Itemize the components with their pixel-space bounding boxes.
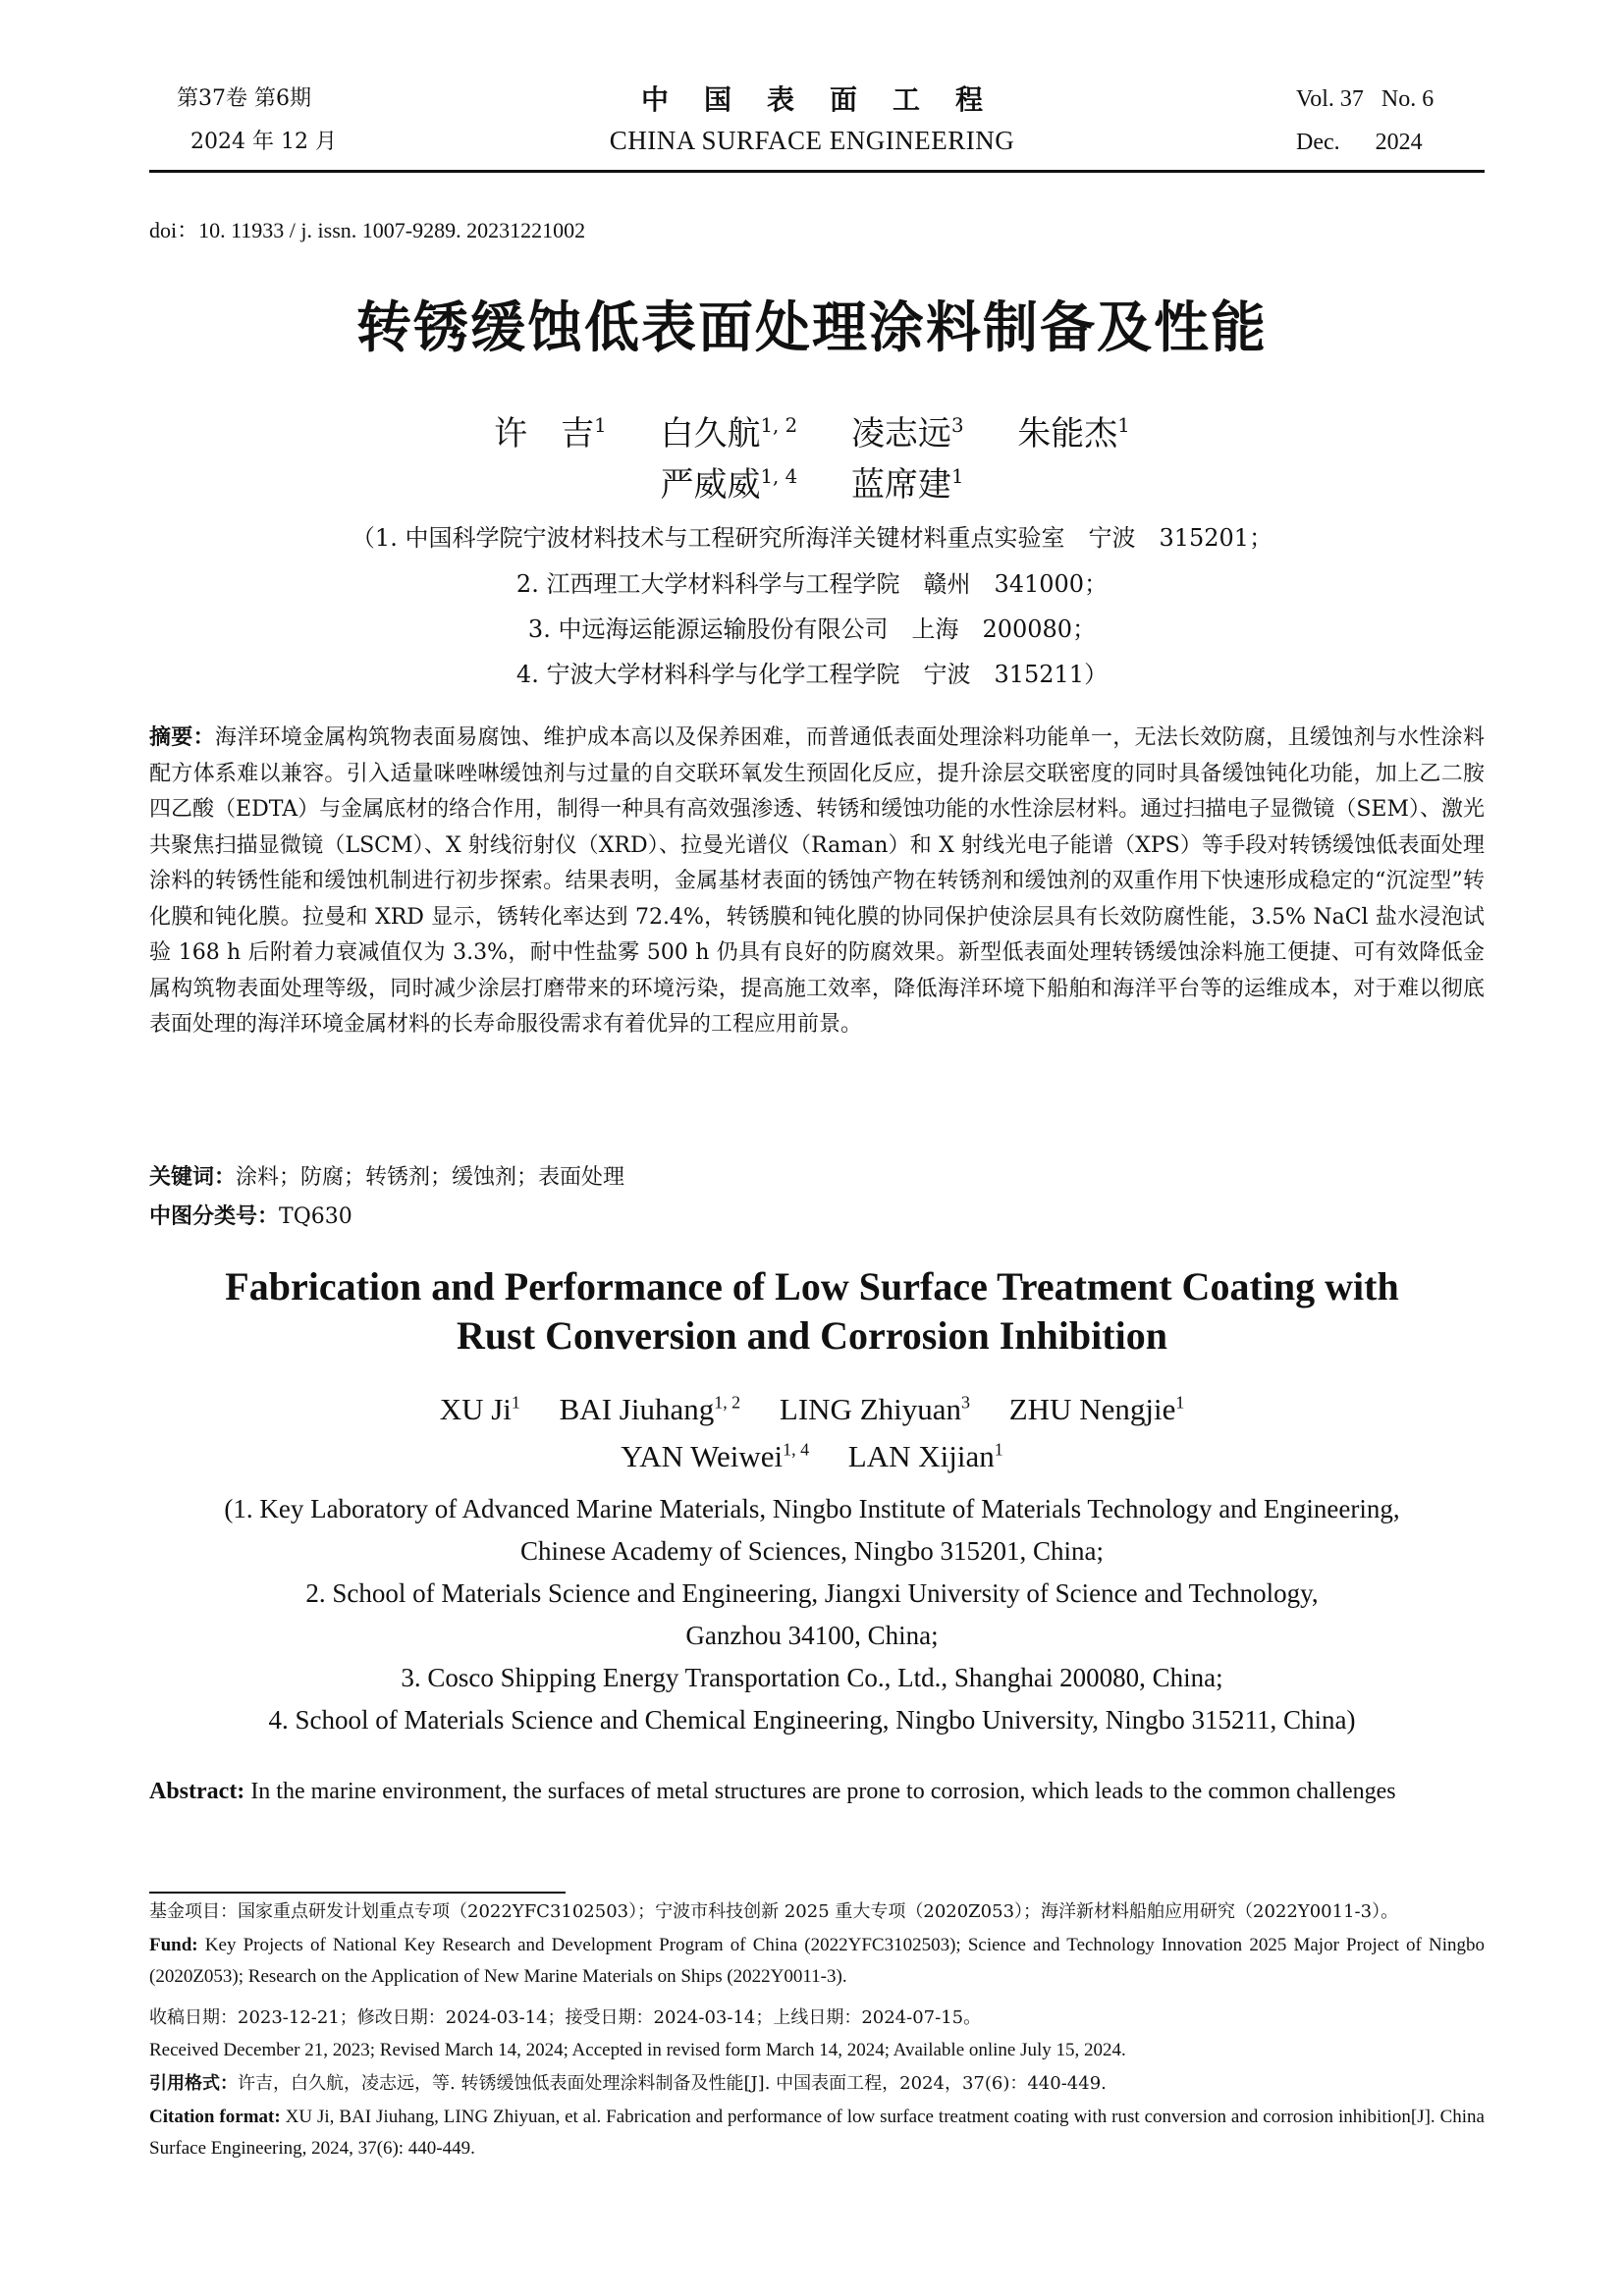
author-cn: 严威威$^{1, 4}$: [660, 465, 798, 505]
affiliation-cn-4: 4. 宁波大学材料科学与化学工程学院 宁波 315211）: [515, 661, 1109, 688]
authors-cn-line1: [0, 406, 1624, 454]
title-cn: 转锈缓蚀低表面处理涂料制备及性能: [356, 296, 1268, 360]
affiliation-en-4: 4. School of Materials Science and Chemical Engineering, Ningbo University, Ningbo 315211, China): [268, 1705, 1356, 1735]
author-cn: 许 吉$^1$: [494, 414, 607, 454]
affiliation-cn-2: 2. 江西理工大学材料科学与工程学院 赣州 341000；: [515, 570, 1109, 598]
journal-name-cn: 中国表面工程: [640, 83, 1018, 116]
affiliation-en-3: 3. Cosco Shipping Energy Transportation Co., Ltd., Shanghai 200080, China;: [401, 1663, 1223, 1692]
header-rule: [149, 170, 1485, 173]
citation-cn: 引用格式：许吉，白久航，凌志远，等. 转锈缓蚀低表面处理涂料制备及性能[J]. 中国表面工程，2024，37(6)：440-449.: [149, 2073, 1107, 2094]
dates-cn: 收稿日期：2023-12-21；修改日期：2024-03-14；接受日期：2024-03-14；上线日期：2024-07-15。: [149, 2007, 982, 2028]
header-volume-issue-cn: 第37卷 第6期: [177, 86, 311, 111]
clc-number-cn: 中图分类号：TQ630: [149, 1204, 352, 1229]
affiliation-en-2a: 2. School of Materials Science and Engineering, Jiangxi University of Science and Technology,: [305, 1578, 1319, 1608]
affiliation-cn-3: 3. 中远海运能源运输股份有限公司 上海 200080；: [527, 615, 1097, 643]
authors-en-line1: [0, 1392, 1624, 1427]
journal-name-en: CHINA SURFACE ENGINEERING: [609, 126, 1015, 155]
author-en: XU Ji$^1$: [439, 1392, 520, 1426]
author-en: YAN Weiwei$^{1, 4}$: [621, 1439, 810, 1473]
author-en: LAN Xijian$^1$: [847, 1439, 1003, 1473]
fund-en: Fund: Key Projects of National Key Research and Development Program of China (2022YFC3102503); Science and Technology Innovation 2025 Major Project of Ningbo (2020Z053); Research on the Application of New Marine Materials on Ships (2022Y0011-3).: [149, 1935, 1486, 1987]
header-date-en: Dec. 2024: [1296, 130, 1423, 155]
affiliation-cn-1: （1. 中国科学院宁波材料技术与工程研究所海洋关键材料重点实验室 宁波 315201；: [351, 524, 1273, 552]
keywords-cn: 关键词：涂料；防腐；转锈剂；缓蚀剂；表面处理: [149, 1165, 625, 1190]
author-en: LING Zhiyuan$^3$: [779, 1392, 970, 1426]
doi: doi：10. 11933 / j. issn. 1007-9289. 20231221002: [149, 218, 586, 242]
authors-cn-line2: [0, 457, 1624, 506]
author-en: BAI Jiuhang$^{1, 2}$: [559, 1392, 741, 1426]
author-en: ZHU Nengjie$^1$: [1008, 1392, 1185, 1426]
header-volume-issue-en: Vol. 37 No. 6: [1296, 86, 1435, 112]
abstract-en: [149, 1779, 1485, 1805]
author-cn: 蓝席建$^1$: [850, 465, 964, 505]
fund-cn: 基金项目：国家重点研发计划重点专项（2022YFC3102503）；宁波市科技创新 2025 重大专项（2020Z053）；海洋新材料船舶应用研究（2022Y0011-3）。: [149, 1901, 1399, 1922]
author-cn: 白久航$^{1, 2}$: [660, 414, 798, 454]
authors-en-line2: [0, 1439, 1624, 1474]
affiliation-en-2b: Ganzhou 34100, China;: [685, 1621, 939, 1650]
abstract-en-label: Abstract:: [149, 1779, 245, 1804]
abstract-en-text: In the marine environment, the surfaces of metal structures are prone to corrosion, which leads to the common challenges: [250, 1779, 1396, 1804]
dates-en: Received December 21, 2023; Revised March 14, 2024; Accepted in revised form March 14, 2024; Available online July 15, 2024.: [149, 2040, 1126, 2060]
affiliation-en-1b: Chinese Academy of Sciences, Ningbo 315201, China;: [520, 1536, 1104, 1566]
affiliation-en-1a: (1. Key Laboratory of Advanced Marine Materials, Ningbo Institute of Materials Technology and Engineering,: [224, 1494, 1400, 1523]
abstract-cn-text: 海洋环境金属构筑物表面易腐蚀、维护成本高以及保养困难，而普通低表面处理涂料功能单一，无法长效防腐，且缓蚀剂与水性涂料配方体系难以兼容。引入适量咪唑啉缓蚀剂与过量的自交联环氧发生预固化反应，提升涂层交联密度的同时具备缓蚀钝化功能，加上乙二胺四乙酸（EDTA）与金属底材的络合作用，制得一种具有高效强渗透、转锈和缓蚀功能的水性涂层材料。通过扫描电子显微镜（SEM）、激光共聚焦扫描显微镜（LSCM）、X 射线衍射仪（XRD）、拉曼光谱仪（Raman）和 X 射线光电子能谱（XPS）等手段对转锈缓蚀低表面处理涂料的转锈性能和缓蚀机制进行初步探索。结果表明，金属基材表面的锈蚀产物在转锈剂和缓蚀剂的双重作用下快速形成稳定的“沉淀型”转化膜和钝化膜。拉曼和 XRD 显示，锈转化率达到 72.4%，转锈膜和钝化膜的协同保护使涂层具有长效防腐性能，3.5% NaCl 盐水浸泡试验 168 h 后附着力衰减值仅为 3.3%，耐中性盐雾 500 h 仍具有良好的防腐效果。新型低表面处理转锈缓蚀涂料施工便捷、可有效降低金属构筑物表面处理等级，同时减少涂层打磨带来的环境污染，提高施工效率，降低海洋环境下船舶和海洋平台等的运维成本，对于难以彻底表面处理的海洋环境金属材料的长寿命服役需求有着优异的工程应用前景。: [149, 725, 1485, 1037]
abstract-cn: [149, 721, 1485, 1043]
title-en: Fabrication and Performance of Low Surface Treatment Coating with Rust Conversion and Corrosion Inhibition: [225, 1264, 1399, 1358]
header-date-cn: 2024 年 12 月: [190, 130, 337, 154]
author-cn: 凌志远$^3$: [850, 414, 964, 454]
citation-en: Citation format: XU Ji, BAI Jiuhang, LING Zhiyuan, et al. Fabrication and performance of low surface treatment coating with rust conversion and corrosion inhibition[J]. China Surface Engineering, 2024, 37(6): 440-449.: [149, 2107, 1485, 2159]
footnote-rule: [149, 1892, 566, 1894]
abstract-cn-label: 摘要：: [149, 725, 215, 750]
author-cn: 朱能杰$^1$: [1017, 414, 1130, 454]
